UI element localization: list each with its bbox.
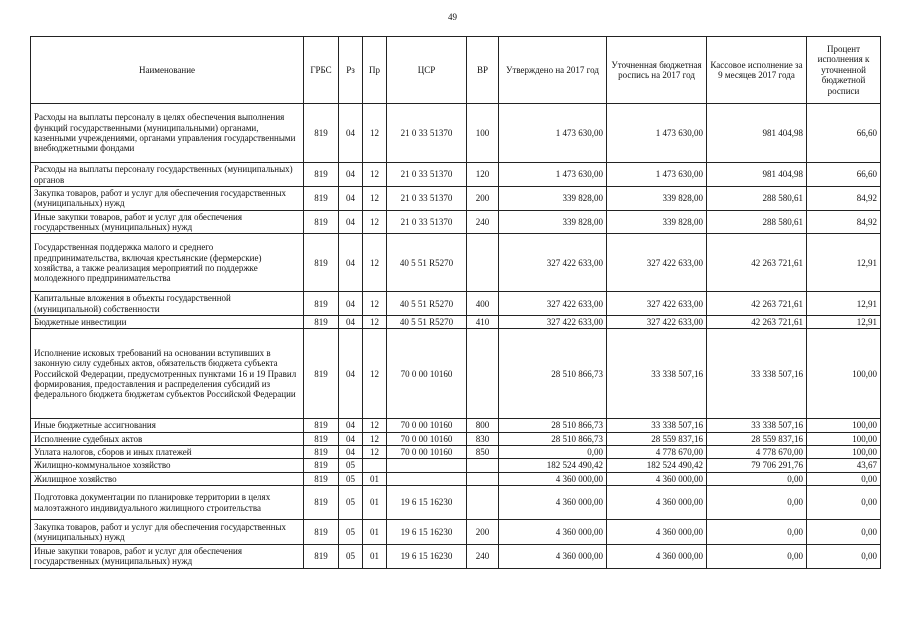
row-name: Капитальные вложения в объекты государственной (муниципальной) собственности [31,292,304,316]
row-pr: 12 [363,329,387,419]
row-name: Иные бюджетные ассигнования [31,419,304,432]
row-vr: 830 [467,432,499,445]
row-grbs: 819 [304,104,339,163]
row-grbs: 819 [304,459,339,472]
table-row [31,459,881,472]
row-name: Расходы на выплаты персоналу государственных (муниципальных) органов [31,163,304,187]
row-grbs: 819 [304,163,339,187]
row-cash: 288 580,61 [707,187,807,211]
row-vr [467,329,499,419]
row-csr: 21 0 33 51370 [387,104,467,163]
row-csr: 70 0 00 10160 [387,329,467,419]
row-cash: 79 706 291,76 [707,459,807,472]
header-csr: ЦСР [387,37,467,104]
row-approved: 327 422 633,00 [499,234,607,292]
row-approved: 4 360 000,00 [499,486,607,520]
table-row [31,545,881,569]
row-percent: 100,00 [807,419,881,432]
row-cash: 0,00 [707,520,807,545]
row-rz: 05 [339,486,363,520]
row-name: Жилищное хозяйство [31,472,304,485]
row-name: Иные закупки товаров, работ и услуг для обеспечения государственных (муниципальных) нужд [31,210,304,234]
row-cash: 288 580,61 [707,210,807,234]
header-name: Наименование [31,37,304,104]
row-approved: 1 473 630,00 [499,163,607,187]
row-pr: 01 [363,486,387,520]
row-csr: 21 0 33 51370 [387,210,467,234]
row-grbs: 819 [304,329,339,419]
row-pr: 01 [363,520,387,545]
table-row [31,432,881,445]
row-refined: 4 360 000,00 [607,486,707,520]
row-percent: 0,00 [807,545,881,569]
row-vr [467,459,499,472]
table-row [31,486,881,520]
row-pr: 12 [363,316,387,329]
row-refined: 33 338 507,16 [607,329,707,419]
row-approved: 28 510 866,73 [499,432,607,445]
row-vr [467,234,499,292]
row-grbs: 819 [304,316,339,329]
row-approved: 339 828,00 [499,187,607,211]
row-percent: 100,00 [807,446,881,459]
row-rz: 05 [339,472,363,485]
row-refined: 4 778 670,00 [607,446,707,459]
row-percent: 84,92 [807,187,881,211]
row-name: Расходы на выплаты персоналу в целях обеспечения выполнения функций государственными (муниципальными) органами, казенными учреждениями, органами управления государственными внебюджетными фондами [31,104,304,163]
row-approved: 4 360 000,00 [499,472,607,485]
row-cash: 981 404,98 [707,104,807,163]
header-refined: Уточненная бюджетная роспись на 2017 год [607,37,707,104]
row-approved: 0,00 [499,446,607,459]
row-percent: 84,92 [807,210,881,234]
row-percent: 0,00 [807,472,881,485]
row-approved: 182 524 490,42 [499,459,607,472]
header-vr: ВР [467,37,499,104]
row-cash: 28 559 837,16 [707,432,807,445]
row-percent: 12,91 [807,292,881,316]
row-name: Закупка товаров, работ и услуг для обеспечения государственных (муниципальных) нужд [31,520,304,545]
row-grbs: 819 [304,446,339,459]
row-vr: 410 [467,316,499,329]
row-csr [387,472,467,485]
row-name: Исполнение исковых требований на основании вступивших в законную силу судебных актов, обязательств бюджета субъекта Российской Федерации, предусмотренных пунктами 16 и 19 Правил формирования, предоставления и распределения субсидий из федерального бюджета бюджетам субъектов Российской Федерации [31,329,304,419]
row-vr: 120 [467,163,499,187]
row-name: Бюджетные инвестиции [31,316,304,329]
table-row [31,329,881,419]
row-percent: 66,60 [807,104,881,163]
budget-table [30,36,881,569]
row-name: Закупка товаров, работ и услуг для обеспечения государственных (муниципальных) нужд [31,187,304,211]
row-grbs: 819 [304,234,339,292]
row-refined: 327 422 633,00 [607,316,707,329]
row-csr: 19 6 15 16230 [387,520,467,545]
row-cash: 42 263 721,61 [707,316,807,329]
row-percent: 12,91 [807,316,881,329]
row-vr: 850 [467,446,499,459]
row-name: Уплата налогов, сборов и иных платежей [31,446,304,459]
row-pr: 12 [363,292,387,316]
row-rz: 05 [339,545,363,569]
header-pr: Пр [363,37,387,104]
table-row [31,163,881,187]
row-rz: 04 [339,419,363,432]
header-cash: Кассовое исполнение за 9 месяцев 2017 года [707,37,807,104]
row-percent: 43,67 [807,459,881,472]
row-cash: 42 263 721,61 [707,234,807,292]
row-refined: 4 360 000,00 [607,520,707,545]
table-row [31,292,881,316]
row-approved: 339 828,00 [499,210,607,234]
row-refined: 33 338 507,16 [607,419,707,432]
row-grbs: 819 [304,486,339,520]
table-row [31,446,881,459]
row-refined: 182 524 490,42 [607,459,707,472]
row-cash: 0,00 [707,545,807,569]
row-csr: 19 6 15 16230 [387,486,467,520]
row-pr: 12 [363,234,387,292]
row-grbs: 819 [304,210,339,234]
row-rz: 05 [339,459,363,472]
row-approved: 327 422 633,00 [499,292,607,316]
row-refined: 1 473 630,00 [607,163,707,187]
row-grbs: 819 [304,472,339,485]
row-grbs: 819 [304,432,339,445]
row-approved: 4 360 000,00 [499,520,607,545]
row-refined: 4 360 000,00 [607,472,707,485]
row-vr: 200 [467,520,499,545]
row-approved: 1 473 630,00 [499,104,607,163]
row-pr: 12 [363,104,387,163]
row-pr: 12 [363,419,387,432]
row-pr: 12 [363,187,387,211]
header-percent: Процент исполнения к уточненной бюджетной росписи [807,37,881,104]
row-vr [467,472,499,485]
row-pr: 01 [363,472,387,485]
row-name: Жилищно-коммунальное хозяйство [31,459,304,472]
row-percent: 100,00 [807,432,881,445]
row-vr: 240 [467,210,499,234]
row-rz: 04 [339,432,363,445]
row-cash: 33 338 507,16 [707,419,807,432]
row-name: Иные закупки товаров, работ и услуг для обеспечения государственных (муниципальных) нужд [31,545,304,569]
row-rz: 04 [339,329,363,419]
row-rz: 04 [339,234,363,292]
row-cash: 0,00 [707,472,807,485]
row-approved: 28 510 866,73 [499,329,607,419]
row-vr: 200 [467,187,499,211]
row-rz: 05 [339,520,363,545]
page-number: 49 [448,12,457,22]
table-row [31,104,881,163]
table-row [31,316,881,329]
header-rz: Рз [339,37,363,104]
row-name: Исполнение судебных актов [31,432,304,445]
row-percent: 0,00 [807,520,881,545]
row-grbs: 819 [304,520,339,545]
row-rz: 04 [339,446,363,459]
row-percent: 66,60 [807,163,881,187]
row-csr: 40 5 51 R5270 [387,292,467,316]
row-refined: 327 422 633,00 [607,292,707,316]
row-name: Государственная поддержка малого и среднего предпринимательства, включая крестьянские (фермерские) хозяйства, а также реализация мероприятий по поддержке молодежного предпринимательства [31,234,304,292]
row-approved: 28 510 866,73 [499,419,607,432]
row-approved: 327 422 633,00 [499,316,607,329]
table-row [31,234,881,292]
row-csr: 19 6 15 16230 [387,545,467,569]
row-rz: 04 [339,187,363,211]
row-pr: 12 [363,432,387,445]
row-csr: 21 0 33 51370 [387,163,467,187]
row-csr: 40 5 51 R5270 [387,316,467,329]
row-vr [467,486,499,520]
row-rz: 04 [339,316,363,329]
row-refined: 4 360 000,00 [607,545,707,569]
row-refined: 339 828,00 [607,210,707,234]
table-row [31,419,881,432]
row-percent: 0,00 [807,486,881,520]
header-row [31,37,881,104]
row-csr: 40 5 51 R5270 [387,234,467,292]
row-cash: 42 263 721,61 [707,292,807,316]
row-csr [387,459,467,472]
row-pr: 12 [363,210,387,234]
row-name: Подготовка документации по планировке территории в целях малоэтажного индивидуального жилищного строительства [31,486,304,520]
table-row [31,472,881,485]
row-vr: 800 [467,419,499,432]
row-cash: 4 778 670,00 [707,446,807,459]
row-csr: 21 0 33 51370 [387,187,467,211]
row-cash: 33 338 507,16 [707,329,807,419]
row-grbs: 819 [304,545,339,569]
header-grbs: ГРБС [304,37,339,104]
row-rz: 04 [339,210,363,234]
table-row [31,187,881,211]
row-vr: 100 [467,104,499,163]
row-pr [363,459,387,472]
row-grbs: 819 [304,419,339,432]
row-vr: 240 [467,545,499,569]
row-refined: 339 828,00 [607,187,707,211]
row-approved: 4 360 000,00 [499,545,607,569]
row-pr: 01 [363,545,387,569]
row-cash: 981 404,98 [707,163,807,187]
row-refined: 327 422 633,00 [607,234,707,292]
row-csr: 70 0 00 10160 [387,419,467,432]
row-pr: 12 [363,163,387,187]
row-csr: 70 0 00 10160 [387,446,467,459]
row-percent: 100,00 [807,329,881,419]
row-grbs: 819 [304,187,339,211]
row-rz: 04 [339,292,363,316]
header-approved: Утверждено на 2017 год [499,37,607,104]
row-rz: 04 [339,163,363,187]
table-row [31,210,881,234]
row-refined: 28 559 837,16 [607,432,707,445]
row-pr: 12 [363,446,387,459]
row-vr: 400 [467,292,499,316]
row-refined: 1 473 630,00 [607,104,707,163]
table-row [31,520,881,545]
row-grbs: 819 [304,292,339,316]
row-cash: 0,00 [707,486,807,520]
row-percent: 12,91 [807,234,881,292]
row-rz: 04 [339,104,363,163]
row-csr: 70 0 00 10160 [387,432,467,445]
